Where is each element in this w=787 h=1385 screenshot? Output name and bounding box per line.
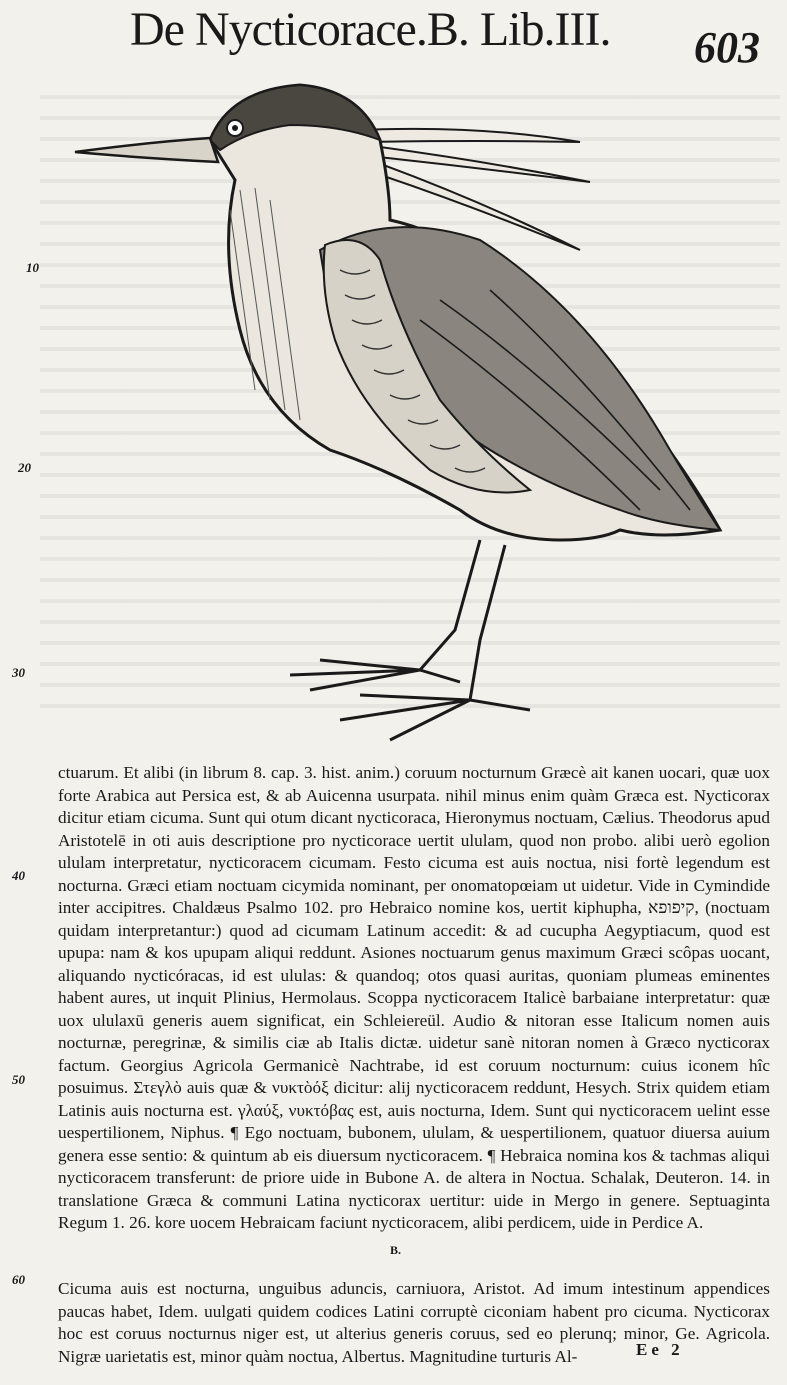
margin-line-number: 50 (12, 1072, 25, 1087)
section-b-text (58, 1261, 770, 1385)
heron-woodcut-icon (60, 70, 740, 760)
body-paragraph: Cicuma auis est nocturna, unguibus aduncis, carniuora, Aristot. Ad imum intestinum appendices paucas habet, Idem. uulgati quidem codices Latini corruptè ciconiam habent pro cicuma. Nycticorax hoc est coruus nocturnus niger est, ut alterius generis coruus, sed eo plerunq; minor, Ge. Agricola. Nigræ uarietatis est, minor quàm noctua, Albertus. Magnitudine turturis Al- (58, 1279, 770, 1366)
margin-line-number: 30 (12, 665, 25, 680)
body-paragraph: ctuarum. Et alibi (in librum 8. cap. 3. hist. anim.) coruum nocturnum Græcè ait kanen uocari, quæ uox forte Arabica aut Persica est, & ab Auicenna usurpata. nihil minus enim quàm Græca est. Nycticorax dicitur etiam cicuma. Sunt qui otum dicant nycticoraca, Hieronymus noctuam, Cælius. Theodorus apud Aristotelē in oti auis descriptione pro nycticorace uertit ululam, quod non probo. alibi uerò egolion ululam interpretatur, nycticoracem cicumam. Festo cicuma est auis noctua, nisi fortè legendum est nocturna. Græci etiam noctuam cicymida nominant, per onomatopœiam ut uidetur. Vide in Cymindide inter accipitres. Chaldæus Psalmo 102. pro Hebraico nomine kos, uertit kiphupha, קיפופא, (noctuam quidam interpretantur:) quod ad cicumam Latinum accedit: & ad cucupha Aegyptiacum, quod est upupa: nam & kos upupam aliqui reddunt. Asiones noctuarum genus maximum Græci scôpas uocant, aliquando nycticóracas, id est ululas: & quandoq; otos quasi auritas, quoniam plumeas eminentes habent aures, ut inquit Plinius, Hermolaus. Scoppa nycticoracem Italicè barbaiane interpretatur: quæ uox ululaxū generis auem significat, ein Schleiereül. Audio & nitoran esse Italicum nomen auis nocturnæ, peregrinæ, & similis ciæ ab Italis dictæ. uidetur sanè nitoran nomen à Græco nycticorax factum. Georgius Agricola Germanicè Nachtrabe, id est coruum nocturnum: cuius iconem hîc posuimus. Στεγλὸ auis quæ & νυκτὸόξ dicitur: alij nycticoracem reddunt, Hesych. Strix quidem etiam Latinis auis nocturna est. γλαύξ, νυκτόβας est, auis nocturna, Idem. Sunt qui nycticoracem uelint esse uespertilionem, Niphus. ¶ Ego noctuam, bubonem, ululam, & uespertilionem, quatuor diuersa auium genera esse sentio: & quintum ab eis diuersum nycticoracem. ¶ Hebraica nomina kos & tachmas aliqui nycticoracem transferunt: de priore uide in Bubone A. de altera in Noctua. Schalak, Deuteron. 14. in translatione Græca & communi Latina nycticorax uertitur: uide in Mergo in genere. Septuaginta Regum 1. 26. kore uocem Hebraicam faciunt nycticoracem, alibi perdicem, uide in Perdice A. (58, 763, 770, 1232)
main-text-block (58, 762, 770, 1235)
margin-line-number: 20 (18, 460, 31, 475)
signature-mark: Ee 2 (636, 1340, 684, 1359)
margin-line-number: 60 (12, 1272, 25, 1287)
margin-line-number: 10 (26, 260, 39, 275)
section-letter: B. (390, 1243, 402, 1257)
margin-line-number: 40 (12, 868, 25, 883)
page-number: 603 (694, 23, 760, 72)
running-head: De Nycticorace.B. Lib.III. (130, 3, 611, 56)
